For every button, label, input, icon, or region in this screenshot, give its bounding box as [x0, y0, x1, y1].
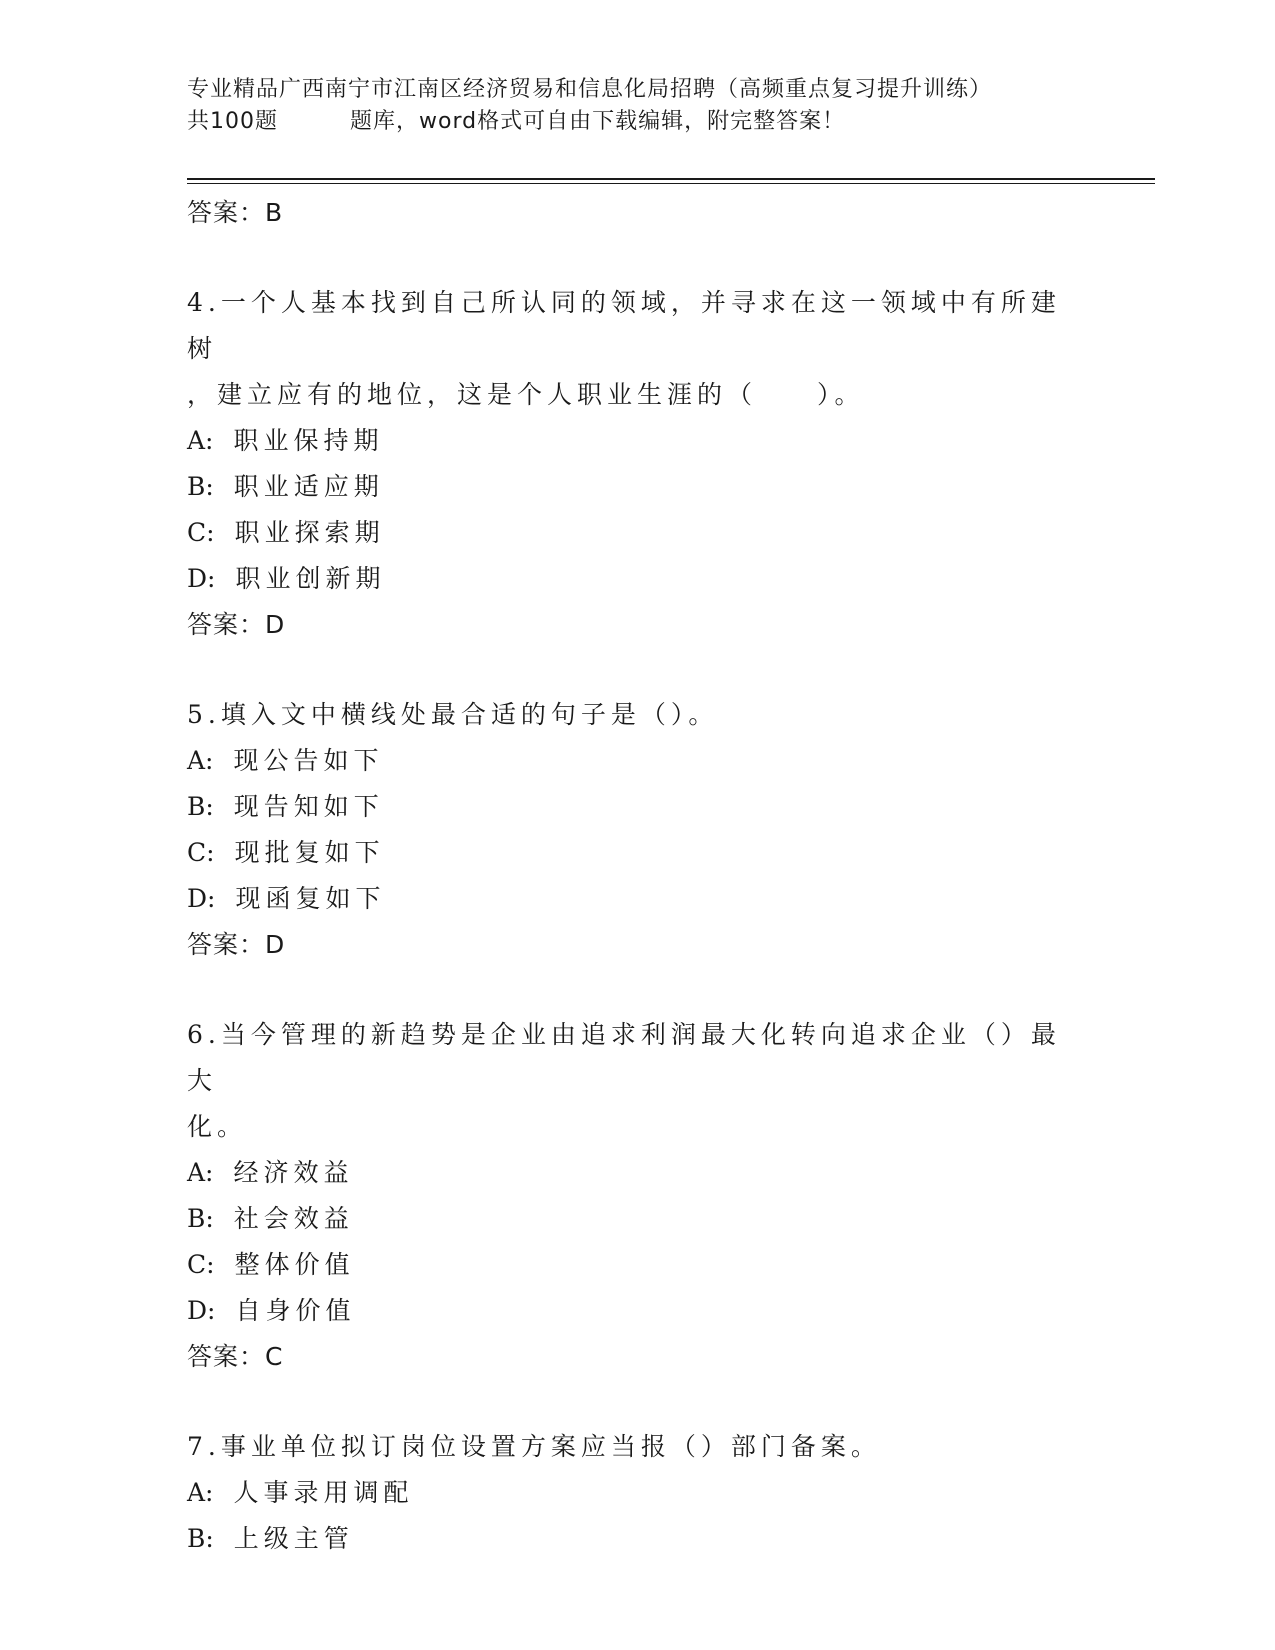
option-text: 整体价值: [234, 1250, 355, 1279]
option-key: B:: [187, 472, 214, 501]
option-text: 社会效益: [233, 1204, 354, 1233]
header-divider-thin: [187, 183, 1155, 184]
option-text: 人事录用调配: [233, 1478, 414, 1507]
option-a: [187, 1150, 1087, 1196]
option-text: 职业探索期: [234, 518, 385, 547]
question-text-line: 7.事业单位拟订岗位设置方案应当报（）部门备案。: [187, 1432, 881, 1461]
option-text: 职业创新期: [235, 564, 386, 593]
option-text: 现告知如下: [233, 792, 384, 821]
option-key: C:: [187, 838, 215, 867]
answer-line: 答案：D: [187, 610, 286, 639]
option-key: D:: [187, 564, 216, 593]
option-a: [187, 738, 1087, 784]
header-note: 题库，word格式可自由下载编辑，附完整答案！: [350, 109, 846, 134]
option-key: A:: [187, 426, 214, 455]
option-b: [187, 784, 1087, 830]
question-text: [187, 1012, 1087, 1150]
header-count: 共100题: [187, 109, 278, 134]
option-d: [187, 556, 1087, 602]
option-a: [187, 1470, 1087, 1516]
option-c: [187, 830, 1087, 876]
option-b: [187, 464, 1087, 510]
page-header: [187, 74, 1087, 138]
option-key: C:: [187, 1250, 215, 1279]
header-divider-thick: [187, 178, 1155, 180]
question-text-line: ，建立应有的地位，这是个人职业生涯的（ ）。: [187, 380, 865, 409]
question-5: [187, 692, 1087, 968]
option-text: 经济效益: [233, 1158, 354, 1187]
question-text: [187, 1424, 1087, 1470]
option-text: 现公告如下: [233, 746, 384, 775]
question-text-line: 4.一个人基本找到自己所认同的领域，并寻求在这一领域中有所建树: [187, 288, 1061, 363]
question-text: [187, 280, 1087, 418]
option-text: 现批复如下: [234, 838, 385, 867]
answer-line: 答案：D: [187, 930, 286, 959]
option-text: 现函复如下: [235, 884, 386, 913]
option-key: A:: [187, 1478, 214, 1507]
option-key: B:: [187, 792, 214, 821]
option-key: B:: [187, 1204, 214, 1233]
option-text: 上级主管: [233, 1524, 354, 1553]
question-6: [187, 1012, 1087, 1380]
option-key: A:: [187, 1158, 214, 1187]
question-text-line: 5.填入文中横线处最合适的句子是（）。: [187, 700, 719, 729]
header-title: 专业精品广西南宁市江南区经济贸易和信息化局招聘（高频重点复习提升训练）: [187, 77, 993, 102]
option-text: 自身价值: [235, 1296, 356, 1325]
question-list: [187, 190, 1087, 1562]
question-text-line: 化。: [187, 1112, 248, 1141]
question-text: [187, 692, 1087, 738]
option-c: [187, 1242, 1087, 1288]
option-d: [187, 876, 1087, 922]
option-a: [187, 418, 1087, 464]
option-key: D:: [187, 884, 216, 913]
question-4: [187, 280, 1087, 648]
previous-answer: 答案：B: [187, 198, 284, 227]
header-subtitle: [187, 106, 1087, 138]
option-key: A:: [187, 746, 214, 775]
question-7: [187, 1424, 1087, 1562]
option-text: 职业适应期: [233, 472, 384, 501]
option-c: [187, 510, 1087, 556]
option-key: D:: [187, 1296, 216, 1325]
option-key: C:: [187, 518, 215, 547]
option-d: [187, 1288, 1087, 1334]
question-text-line: 6.当今管理的新趋势是企业由追求利润最大化转向追求企业（）最大: [187, 1020, 1061, 1095]
answer-line: 答案：C: [187, 1342, 284, 1371]
option-b: [187, 1516, 1087, 1562]
option-b: [187, 1196, 1087, 1242]
option-key: B:: [187, 1524, 214, 1553]
option-text: 职业保持期: [233, 426, 384, 455]
